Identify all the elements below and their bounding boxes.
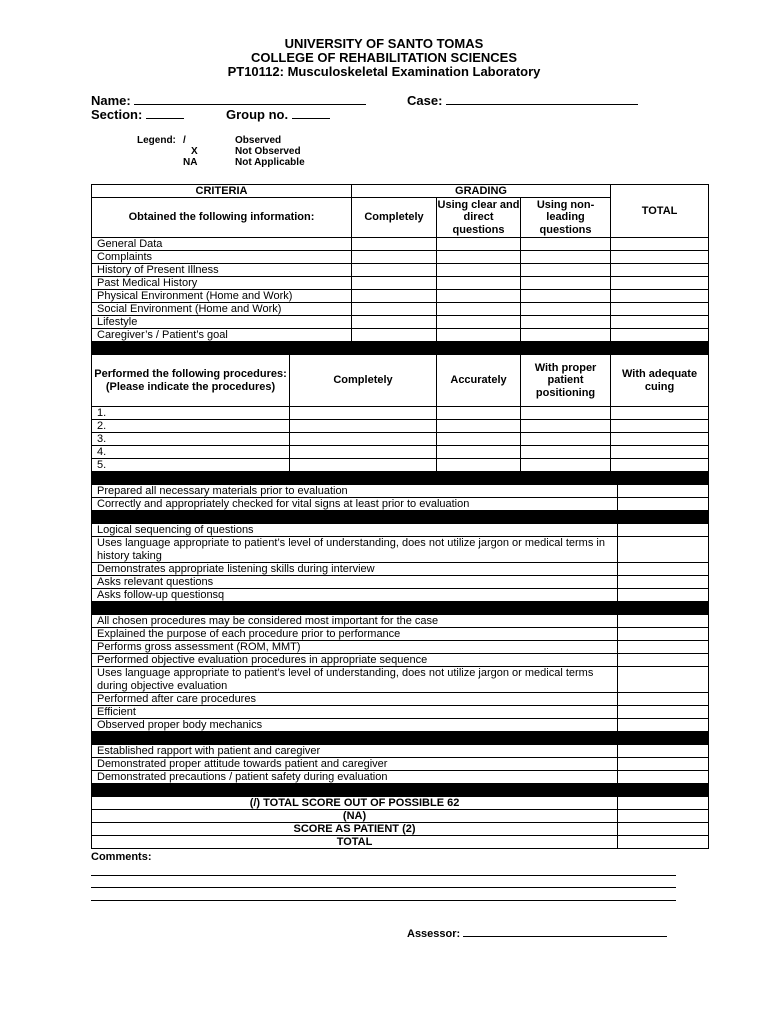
criteria-row: Performs gross assessment (ROM, MMT)	[92, 641, 618, 654]
criteria-row: Physical Environment (Home and Work)	[92, 290, 352, 303]
score-cell[interactable]	[437, 459, 521, 472]
criteria-row: General Data	[92, 238, 352, 251]
legend-meaning: Not Applicable	[235, 157, 305, 168]
criteria-row: Explained the purpose of each procedure prior to performance	[92, 628, 618, 641]
score-cell[interactable]	[437, 238, 521, 251]
section-divider	[92, 732, 709, 745]
legend-symbol: X	[191, 146, 198, 157]
section-divider	[92, 342, 709, 355]
total-cell[interactable]	[611, 290, 709, 303]
comment-line[interactable]	[91, 900, 676, 901]
total-cell[interactable]	[611, 251, 709, 264]
group-blank[interactable]	[292, 108, 330, 119]
criteria-row: History of Present Illness	[92, 264, 352, 277]
criteria-row: Logical sequencing of questions	[92, 524, 618, 537]
clear-questions-header: Using clear and direct questions	[437, 198, 520, 236]
procedures-header: Performed the following procedures: (Please indicate the procedures)	[92, 355, 290, 407]
patient-score-label: SCORE AS PATIENT (2)	[92, 823, 618, 836]
score-cell[interactable]	[290, 420, 437, 433]
criteria-row: Efficient	[92, 706, 618, 719]
total-cell[interactable]	[618, 797, 709, 810]
criteria-row: Performed objective evaluation procedures in appropriate sequence	[92, 654, 618, 667]
section-divider	[92, 784, 709, 797]
total-cell[interactable]	[618, 719, 709, 732]
accurately-header: Accurately	[437, 355, 521, 407]
legend-meaning: Not Observed	[235, 146, 301, 157]
score-cell[interactable]	[290, 407, 437, 420]
total-cell[interactable]	[611, 329, 709, 342]
total-cell[interactable]	[618, 628, 709, 641]
section-divider	[92, 511, 709, 524]
total-score-label: (/) TOTAL SCORE OUT OF POSSIBLE 62	[92, 797, 618, 810]
criteria-row: Social Environment (Home and Work)	[92, 303, 352, 316]
form-header	[0, 37, 768, 79]
criteria-row: Past Medical History	[92, 277, 352, 290]
score-cell[interactable]	[437, 316, 521, 329]
section-label: Section:	[91, 107, 143, 122]
obtained-info-header: Obtained the following information:	[92, 198, 352, 238]
name-label: Name:	[91, 93, 131, 108]
criteria-row: Caregiver’s / Patient’s goal	[92, 329, 352, 342]
completely-header: Completely	[352, 198, 437, 238]
total-cell[interactable]	[618, 498, 709, 511]
score-cell[interactable]	[352, 329, 437, 342]
legend-symbol: /	[183, 135, 186, 146]
group-field[interactable]	[226, 107, 330, 122]
total-cell[interactable]	[618, 810, 709, 823]
procedure-row[interactable]: 1.	[92, 407, 290, 420]
score-cell[interactable]	[437, 251, 521, 264]
criteria-row: All chosen procedures may be considered most important for the case	[92, 615, 618, 628]
case-blank[interactable]	[446, 94, 638, 105]
score-cell[interactable]	[611, 459, 709, 472]
positioning-header: With proper patient positioning	[521, 355, 611, 407]
total-cell[interactable]	[618, 758, 709, 771]
section-divider	[92, 602, 709, 615]
score-cell[interactable]	[352, 238, 437, 251]
score-cell[interactable]	[437, 290, 521, 303]
score-cell[interactable]	[521, 251, 611, 264]
total-cell[interactable]	[618, 706, 709, 719]
score-cell[interactable]	[437, 277, 521, 290]
grand-total-label: TOTAL	[92, 836, 618, 849]
total-cell[interactable]	[618, 524, 709, 537]
procedure-row[interactable]: 2.	[92, 420, 290, 433]
legend-meaning: Observed	[235, 135, 282, 146]
name-field[interactable]	[91, 93, 366, 108]
assessor-label: Assessor:	[407, 928, 461, 940]
procedure-row[interactable]: 4.	[92, 446, 290, 459]
criteria-row: Asks relevant questions	[92, 576, 618, 589]
score-cell[interactable]	[521, 303, 611, 316]
total-cell[interactable]	[611, 316, 709, 329]
total-cell[interactable]	[618, 576, 709, 589]
legend	[137, 135, 305, 168]
total-cell[interactable]	[618, 641, 709, 654]
criteria-row: Lifestyle	[92, 316, 352, 329]
score-cell[interactable]	[521, 433, 611, 446]
assessor-field[interactable]	[407, 926, 667, 940]
section-divider	[92, 472, 709, 485]
score-cell[interactable]	[352, 277, 437, 290]
score-cell[interactable]	[611, 446, 709, 459]
criteria-row: Correctly and appropriately checked for vital signs at least prior to evaluation	[92, 498, 618, 511]
criteria-row: Uses language appropriate to patient’s level of understanding, does not utilize jargon or medical terms during objective evaluation	[92, 667, 618, 693]
total-cell[interactable]	[618, 654, 709, 667]
criteria-header: CRITERIA	[92, 185, 352, 198]
score-cell[interactable]	[352, 316, 437, 329]
score-cell[interactable]	[521, 407, 611, 420]
non-leading-header: Using non-leading questions	[521, 198, 611, 238]
total-cell[interactable]	[618, 563, 709, 576]
criteria-row: Demonstrates appropriate listening skills during interview	[92, 563, 618, 576]
criteria-row: Observed proper body mechanics	[92, 719, 618, 732]
total-cell[interactable]	[618, 745, 709, 758]
name-blank[interactable]	[134, 94, 366, 105]
score-cell[interactable]	[521, 316, 611, 329]
case-field[interactable]	[407, 93, 638, 108]
total-header: TOTAL	[611, 185, 709, 238]
score-cell[interactable]	[352, 290, 437, 303]
total-cell[interactable]	[618, 823, 709, 836]
total-cell[interactable]	[611, 238, 709, 251]
cuing-header: With adequate cuing	[611, 355, 709, 407]
case-label: Case:	[407, 93, 443, 108]
na-count-label: (NA)	[92, 810, 618, 823]
criteria-row: Asks follow-up questionsq	[92, 589, 618, 602]
criteria-row: Prepared all necessary materials prior to evaluation	[92, 485, 618, 498]
score-cell[interactable]	[290, 446, 437, 459]
grading-table	[91, 184, 709, 849]
score-cell[interactable]	[521, 277, 611, 290]
score-cell[interactable]	[611, 433, 709, 446]
score-cell[interactable]	[437, 329, 521, 342]
total-cell[interactable]	[611, 303, 709, 316]
group-label: Group no.	[226, 107, 289, 122]
total-cell[interactable]	[618, 693, 709, 706]
legend-title: Legend:	[137, 135, 176, 146]
total-cell[interactable]	[618, 667, 709, 693]
procedure-row[interactable]: 3.	[92, 433, 290, 446]
total-cell[interactable]	[618, 836, 709, 849]
score-cell[interactable]	[437, 446, 521, 459]
criteria-row: Demonstrated precautions / patient safety during evaluation	[92, 771, 618, 784]
score-cell[interactable]	[352, 264, 437, 277]
grading-header: GRADING	[352, 185, 611, 198]
total-cell[interactable]	[618, 589, 709, 602]
score-cell[interactable]	[352, 303, 437, 316]
score-cell[interactable]	[521, 459, 611, 472]
score-cell[interactable]	[437, 303, 521, 316]
score-cell[interactable]	[352, 251, 437, 264]
score-cell[interactable]	[290, 459, 437, 472]
total-cell[interactable]	[618, 771, 709, 784]
total-cell[interactable]	[618, 485, 709, 498]
total-cell[interactable]	[611, 277, 709, 290]
criteria-row: Uses language appropriate to patient’s level of understanding, does not utilize jargon or medical terms in history taking	[92, 537, 618, 563]
criteria-row: Established rapport with patient and caregiver	[92, 745, 618, 758]
course-title: PT10112: Musculoskeletal Examination Laboratory	[227, 64, 541, 79]
score-cell[interactable]	[611, 407, 709, 420]
score-cell[interactable]	[611, 420, 709, 433]
criteria-row: Complaints	[92, 251, 352, 264]
score-cell[interactable]	[521, 446, 611, 459]
score-cell[interactable]	[521, 238, 611, 251]
total-cell[interactable]	[618, 615, 709, 628]
comment-line[interactable]	[91, 887, 676, 888]
criteria-row: Demonstrated proper attitude towards patient and caregiver	[92, 758, 618, 771]
legend-symbol: NA	[183, 157, 198, 168]
completely-header: Completely	[290, 355, 437, 407]
score-cell[interactable]	[437, 407, 521, 420]
comment-line[interactable]	[91, 875, 676, 876]
score-cell[interactable]	[521, 290, 611, 303]
score-cell[interactable]	[521, 420, 611, 433]
section-field[interactable]	[91, 107, 184, 122]
score-cell[interactable]	[521, 329, 611, 342]
assessor-blank[interactable]	[463, 926, 667, 937]
comments-label: Comments:	[91, 851, 152, 863]
score-cell[interactable]	[437, 420, 521, 433]
college-name: COLLEGE OF REHABILITATION SCIENCES	[250, 50, 518, 65]
score-cell[interactable]	[437, 264, 521, 277]
score-cell[interactable]	[290, 433, 437, 446]
score-cell[interactable]	[521, 264, 611, 277]
score-cell[interactable]	[437, 433, 521, 446]
total-cell[interactable]	[618, 537, 709, 563]
procedure-row[interactable]: 5.	[92, 459, 290, 472]
section-blank[interactable]	[146, 108, 184, 119]
criteria-row: Performed after care procedures	[92, 693, 618, 706]
university-name: UNIVERSITY OF SANTO TOMAS	[284, 36, 484, 51]
total-cell[interactable]	[611, 264, 709, 277]
